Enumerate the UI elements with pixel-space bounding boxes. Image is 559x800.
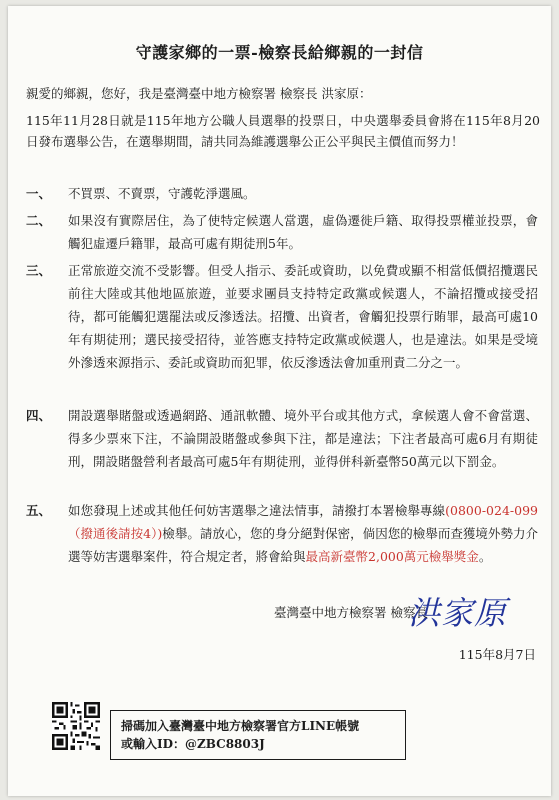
line-info-text: 掃碼加入臺灣臺中地方檢察署官方LINE帳號 — [121, 719, 360, 733]
item-number: 四、 — [26, 408, 52, 423]
item-number: 一、 — [26, 186, 52, 201]
line-info-box — [110, 710, 406, 760]
hotline-number: (0800-024-099（撥通後請按4）) — [68, 503, 538, 541]
item-text: 如果沒有實際居住，為了使特定候選人當選，虛偽遷徙戶籍、取得投票權並投票，會觸犯虛遷戶籍罪，最高可處有期徒刑5年。 — [68, 213, 538, 251]
item-text-part: 。 — [478, 549, 492, 564]
item-number: 二、 — [26, 213, 52, 228]
item-text — [68, 499, 538, 568]
handwritten-signature: 洪家原 — [408, 594, 508, 632]
letter-greeting: 親愛的鄉親，您好，我是臺灣臺中地方檢察署 檢察長 洪家原： — [26, 86, 372, 101]
qr-code-icon[interactable] — [52, 702, 100, 750]
item-text: 正常旅遊交流不受影響。但受人指示、委託或資助，以免費或顯不相當低價招攬選民前往大陸或其他地區旅遊，並要求團員支持特定政黨或候選人，不論招攬或接受招待，都可能觸犯選罷法或反滲透法。招攬、出資者，會觸犯投票行賄罪，最高可處10年有期徒刑；選民接受招待，並答應支持特定政黨或候選人，也是違法。如果是受境外滲透來源指示、委託或資助而犯罪，依反滲透法會加重刑責二分之一。 — [68, 263, 538, 370]
item-text-part: 檢舉。請放心，您的身分絕對保密，倘因您的檢舉而查獲境外勢力介選等妨害選舉案件，符合規定者，將會給與 — [68, 526, 538, 564]
item-number: 五、 — [26, 503, 52, 518]
reward-amount: 最高新臺幣2,000萬元檢舉獎金 — [305, 549, 479, 564]
signature-title: 臺灣臺中地方檢察署 檢察長 — [274, 605, 428, 620]
item-number: 三、 — [26, 263, 52, 278]
item-text: 不買票、不賣票，守護乾淨選風。 — [68, 186, 256, 201]
letter-title: 守護家鄉的一票-檢察長給鄉親的一封信 — [135, 43, 424, 62]
letter-intro: 115年11月28日就是115年地方公職人員選舉的投票日，中央選舉委員會將在115年8月20日發布選舉公告，在選舉期間，請共同為維護選舉公正公平與民主價值而努力！ — [26, 113, 540, 149]
letter-date: 115年8月7日 — [458, 647, 536, 662]
letter-page — [8, 6, 551, 796]
item-text-part: 如您發現上述或其他任何妨害選舉之違法情事，請撥打本署檢舉專線 — [68, 503, 446, 518]
item-text: 開設選舉賭盤或透過網路、通訊軟體、境外平台或其他方式，拿候選人會不會當選、得多少票來下注，不論開設賭盤或參與下注，都是違法；下注者最高可處6月有期徒刑，開設賭盤營利者最高可處5年有期徒刑，並得併科新臺幣50萬元以下罰金。 — [68, 408, 538, 469]
line-id-text: 或輸入ID：@ZBC8803J — [121, 737, 265, 751]
